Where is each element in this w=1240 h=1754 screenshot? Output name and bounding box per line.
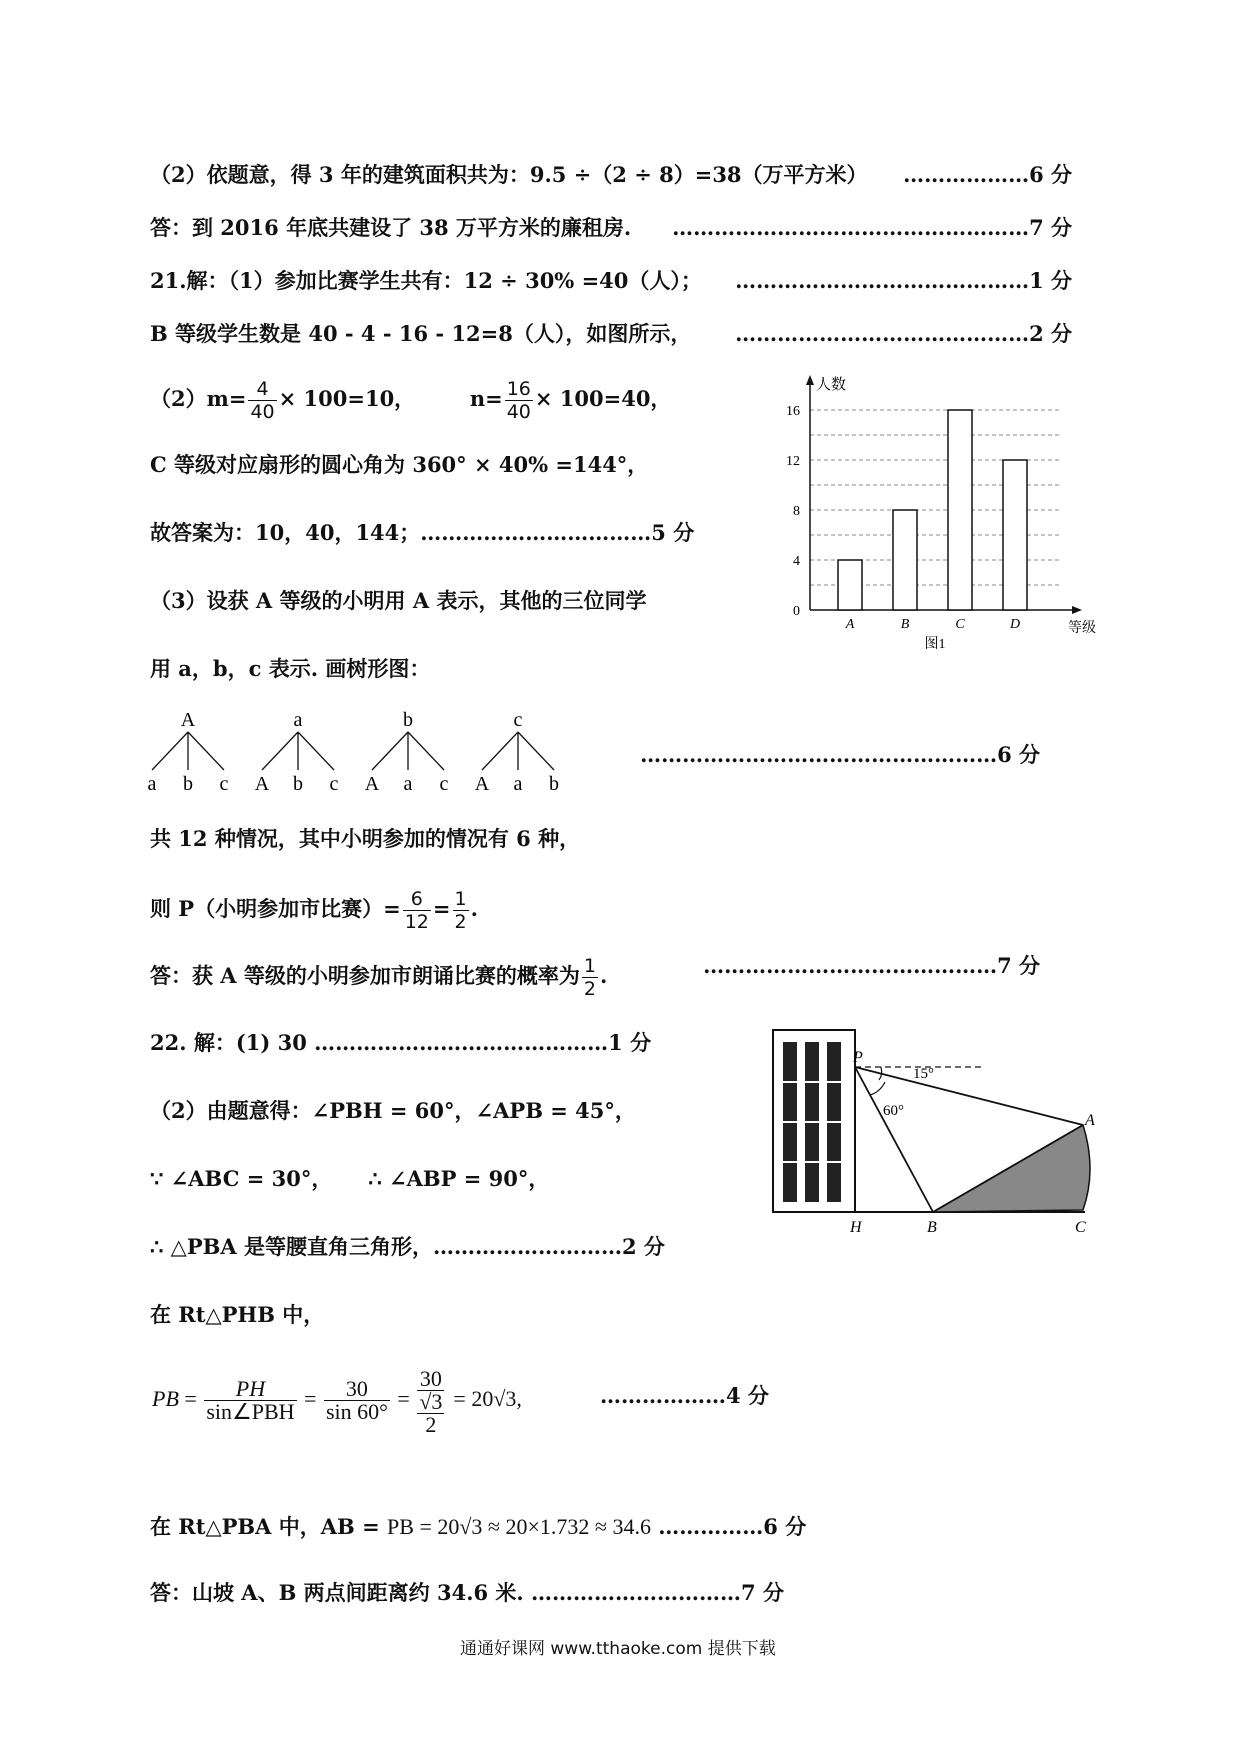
line-c-angle: C 等级对应扇形的圆心角为 360° × 40% =144°，: [150, 452, 649, 477]
tree-branch: [518, 732, 554, 770]
line-3-setup: （3）设获 A 等级的小明用 A 表示，其他的三位同学: [150, 588, 647, 613]
line-answer-area: （2）依题意，得 3 年的建筑面积共为：9.5 ÷（2 ÷ 8）=38（万平方米）: [150, 162, 868, 187]
tree-leaf-node: A: [254, 773, 270, 795]
tree-branch: [372, 732, 408, 770]
slope-figure: [765, 1020, 1105, 1235]
tree-leaf-node: a: [513, 773, 523, 795]
y-tick-label: 12: [786, 454, 800, 469]
fraction-ans: $\frac{1}{2}$: [583, 955, 597, 1000]
line-answer-prob: 答：获 A 等级的小明参加市朗诵比赛的概率为 $\frac{1}{2}$ .: [150, 955, 608, 1000]
score-2: ……………………………………2 分: [735, 321, 1072, 346]
label-C: C: [1075, 1219, 1086, 1236]
tree-diagram: [140, 708, 600, 798]
y-tick-label: 8: [793, 504, 800, 519]
chart-title: 图1: [924, 637, 946, 652]
x-axis-arrow: [1072, 606, 1082, 614]
line-m-n: （2）m= $\frac{4}{40}$ × 100=10， n= $\frac{16}{40}$ × 100=40，: [150, 378, 672, 423]
bar-C: [948, 410, 972, 610]
tree-root-node: b: [403, 709, 413, 731]
score-4: ………………4 分: [600, 1383, 769, 1408]
score-1: ……………………………………1 分: [735, 268, 1072, 293]
line-because: ∵ ∠ABC = 30°， ∴ ∠ABP = 90°，: [150, 1166, 550, 1191]
fraction-m: $\frac{4}{40}$: [250, 378, 275, 423]
line-22-1: 22. 解：(1) 30 ……………………………………1 分: [150, 1030, 652, 1055]
tree-branch: [298, 732, 334, 770]
score-7b: ……………………………………7 分: [703, 953, 1040, 978]
score-7: ……………………………………………7 分: [672, 215, 1072, 240]
tree-leaf-node: a: [403, 773, 413, 795]
tree-leaf-node: b: [549, 773, 559, 795]
tree-branch: [262, 732, 298, 770]
x-tick-label: B: [900, 617, 910, 632]
fraction-1-2: $\frac{1}{2}$: [454, 888, 467, 933]
line-isosceles: ∴ △PBA 是等腰直角三角形，………………………2 分: [150, 1234, 665, 1259]
x-axis-label: 等级: [1068, 621, 1096, 636]
y-axis-arrow: [806, 375, 814, 385]
line-conclusion-20: 答：到 2016 年底共建设了 38 万平方米的廉租房.: [150, 215, 632, 240]
score-6: ………………6 分: [903, 162, 1072, 187]
tree-leaf-node: c: [439, 773, 449, 795]
line-ab: 在 Rt△PBA 中，AB = PB = 20√3 ≈ 20×1.732 ≈ 34.6 ……………6 分: [150, 1514, 807, 1539]
fraction-6-12: $\frac{6}{12}$: [404, 888, 429, 933]
formula-pb: PB = $\frac{PH}{\text{sin∠PBH}}$ = $\frac{30}{\sin 60^\circ}$ = 30 √3 2 = 20√3,: [152, 1366, 522, 1437]
score-6b: ……………………………………………6 分: [640, 742, 1040, 767]
label-15: 15°: [913, 1066, 934, 1082]
line-final-answer: 答：山坡 A、B 两点间距离约 34.6 米. …………………………7 分: [150, 1580, 784, 1605]
tree-branch: [482, 732, 518, 770]
tree-root-node: a: [293, 709, 303, 731]
tree-leaf-node: a: [147, 773, 157, 795]
y-tick-label: 4: [793, 554, 800, 569]
tree-leaf-node: c: [219, 773, 229, 795]
line-probability: 则 P（小明参加市比赛）= $\frac{6}{12}$ = $\frac{1}{2}$ .: [150, 888, 478, 933]
y-tick-label: 0: [793, 604, 800, 619]
tree-root-node: A: [180, 709, 196, 731]
x-tick-label: A: [845, 617, 855, 632]
label-A: A: [1085, 1112, 1095, 1129]
tree-leaf-node: c: [329, 773, 339, 795]
bar-A: [838, 560, 862, 610]
tree-branch: [152, 732, 188, 770]
line-21-1: 21.解：（1）参加比赛学生共有：12 ÷ 30% =40（人）；: [150, 268, 702, 293]
label-B: B: [927, 1219, 937, 1236]
line-tree-intro: 用 a，b，c 表示. 画树形图：: [150, 656, 431, 681]
y-tick-label: 16: [786, 404, 800, 419]
line-22-2: （2）由题意得：∠PBH = 60°，∠APB = 45°，: [150, 1098, 636, 1123]
tree-branch: [408, 732, 444, 770]
label-P: P: [853, 1049, 863, 1066]
y-axis-label: 人数: [816, 377, 847, 393]
label-H: H: [850, 1219, 862, 1236]
tree-root-node: c: [513, 709, 523, 731]
tree-leaf-node: b: [293, 773, 303, 795]
footer-source: 通通好课网 www.tthaoke.com 提供下载: [460, 1639, 776, 1659]
fraction-n: $\frac{16}{40}$: [506, 378, 531, 423]
bar-D: [1003, 460, 1027, 610]
line-answers: 故答案为：10，40，144；……………………………5 分: [150, 520, 695, 545]
tree-leaf-node: b: [183, 773, 193, 795]
line-b-count: B 等级学生数是 40 - 4 - 16 - 12=8（人），如图所示，: [150, 321, 692, 346]
tree-leaf-node: A: [364, 773, 380, 795]
line-12-cases: 共 12 种情况，其中小明参加的情况有 6 种，: [150, 826, 581, 851]
tree-leaf-node: A: [474, 773, 490, 795]
line-rt-phb: 在 Rt△PHB 中，: [150, 1302, 325, 1327]
tree-branch: [188, 732, 224, 770]
x-tick-label: D: [1009, 617, 1021, 632]
label-60: 60°: [883, 1103, 904, 1119]
bar-B: [893, 510, 917, 610]
x-tick-label: C: [955, 617, 965, 632]
bar-chart-fig1: [770, 375, 1096, 652]
